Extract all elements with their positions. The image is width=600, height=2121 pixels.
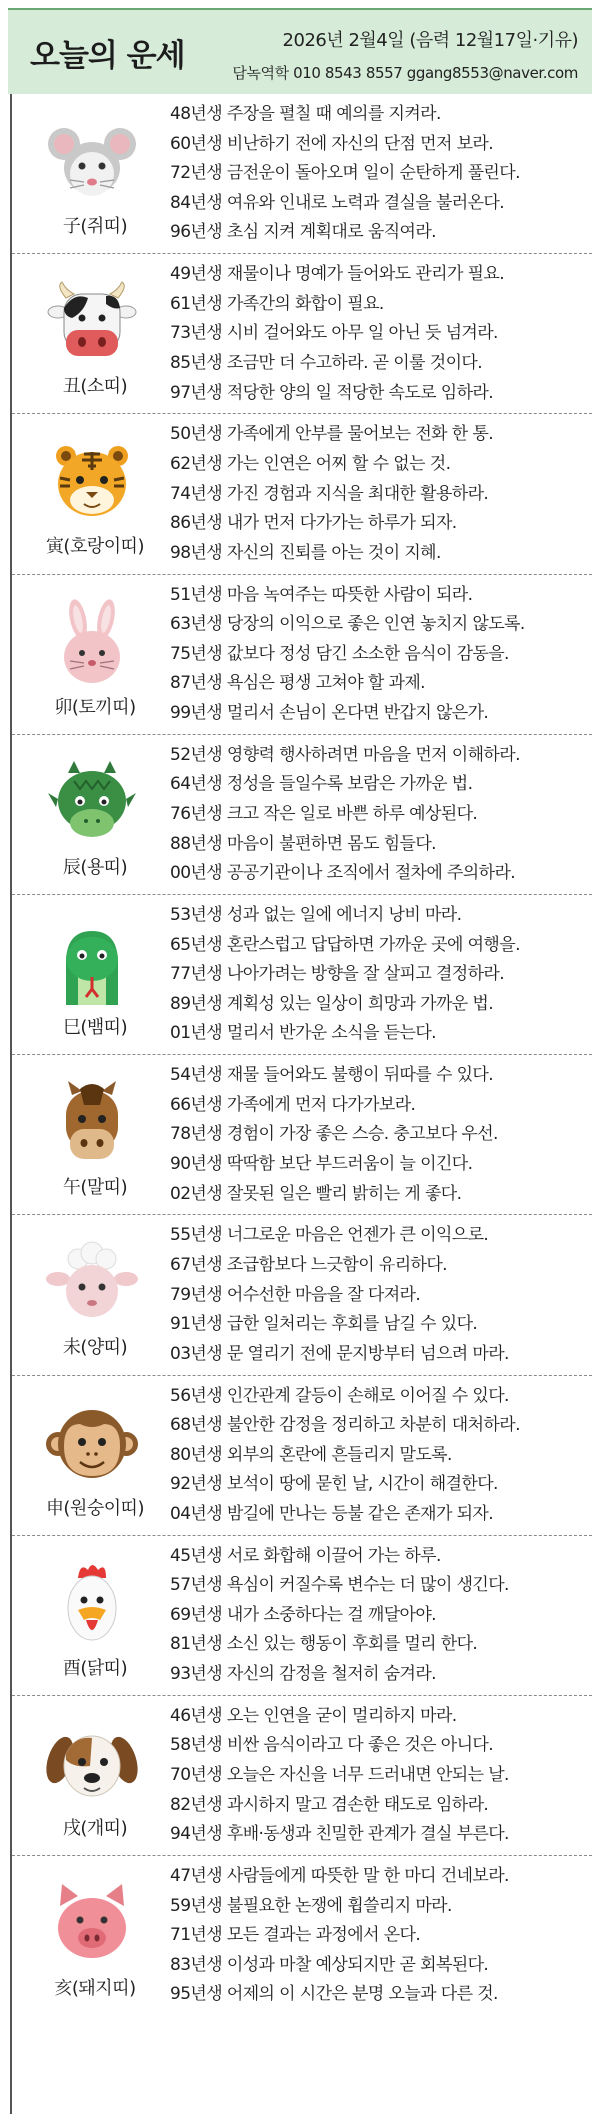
rat-icon bbox=[44, 118, 140, 206]
horse-icon bbox=[44, 1079, 140, 1167]
animal-label: 巳(뱀띠) bbox=[62, 1016, 128, 1038]
fortune-lines bbox=[170, 1221, 590, 1369]
header-contact: 담녹역학 010 8543 8557 ggang8553@naver.com bbox=[232, 64, 578, 82]
fortune-section-tiger bbox=[12, 414, 592, 574]
animal-label: 亥(돼지띠) bbox=[54, 1978, 136, 2000]
sheep-icon bbox=[44, 1239, 140, 1327]
fortune-line: 48년생 주장을 펼칠 때 예의를 지켜라. bbox=[170, 104, 441, 124]
fortune-line: 51년생 마음 녹여주는 따뜻한 사람이 되라. bbox=[170, 584, 473, 605]
fortune-line: 70년생 오늘은 자신을 너무 드러내면 안되는 날. bbox=[170, 1765, 509, 1786]
header-date: 2026년 2월4일 (음력 12월17일·기유) bbox=[282, 30, 578, 51]
fortune-line: 57년생 욕심이 커질수록 변수는 더 많이 생긴다. bbox=[170, 1575, 509, 1596]
fortune-line: 02년생 잘못된 일은 빨리 밝히는 게 좋다. bbox=[170, 1183, 462, 1204]
fortune-section-dragon bbox=[12, 735, 592, 895]
fortune-lines bbox=[170, 1382, 590, 1530]
animal-label: 酉(닭띠) bbox=[62, 1657, 128, 1679]
fortune-line: 82년생 과시하지 말고 겸손한 태도로 임하라. bbox=[170, 1794, 489, 1815]
animal-label: 子(쥐띠) bbox=[62, 216, 128, 237]
fortune-line: 59년생 불필요한 논쟁에 휩쓸리지 마라. bbox=[170, 1895, 452, 1916]
animal-label: 戌(개띠) bbox=[62, 1817, 128, 1839]
fortune-line: 84년생 여유와 인내로 노력과 결실을 불러온다. bbox=[170, 192, 505, 213]
fortune-line: 85년생 조금만 더 수고하라. 곧 이룰 것이다. bbox=[170, 352, 483, 373]
fortune-line: 73년생 시비 걸어와도 아무 일 아닌 듯 넘겨라. bbox=[170, 323, 498, 344]
fortune-line: 67년생 조급함보다 느긋함이 유리하다. bbox=[170, 1254, 447, 1275]
fortune-line: 46년생 오는 인연을 굳이 멀리하지 마라. bbox=[170, 1705, 457, 1726]
fortune-line: 93년생 자신의 감정을 철저히 숨겨라. bbox=[170, 1664, 436, 1685]
fortune-line: 79년생 어수선한 마음을 잘 다져라. bbox=[170, 1284, 421, 1305]
fortune-line: 53년생 성과 없는 일에 에너지 낭비 마라. bbox=[170, 904, 462, 925]
fortune-line: 03년생 문 열리기 전에 문지방부터 넘으려 마라. bbox=[170, 1343, 509, 1364]
fortune-line: 63년생 당장의 이익으로 좋은 인연 놓치지 않도록. bbox=[170, 614, 525, 635]
fortune-section-snake bbox=[12, 895, 592, 1055]
fortune-lines bbox=[170, 1061, 590, 1209]
dog-icon bbox=[44, 1720, 140, 1808]
fortune-line: 97년생 적당한 양의 일 적당한 속도로 임하라. bbox=[170, 382, 494, 403]
ox-icon bbox=[44, 278, 140, 366]
fortune-line: 95년생 어제의 이 시간은 분명 오늘과 다른 것. bbox=[170, 1984, 498, 2005]
fortune-section-sheep bbox=[12, 1215, 592, 1375]
fortune-line: 64년생 정성을 들일수록 보람은 가까운 법. bbox=[170, 774, 473, 795]
fortune-line: 98년생 자신의 진퇴를 아는 것이 지혜. bbox=[170, 542, 441, 563]
rooster-icon bbox=[44, 1560, 140, 1648]
fortune-line: 91년생 급한 일처리는 후회를 남길 수 있다. bbox=[170, 1314, 478, 1335]
fortune-line: 66년생 가족에게 먼저 다가가보라. bbox=[170, 1094, 416, 1115]
animal-label: 辰(용띠) bbox=[62, 856, 128, 878]
fortune-lines bbox=[170, 741, 590, 889]
animal-label: 丑(소띠) bbox=[62, 376, 128, 398]
fortune-line: 69년생 내가 소중하다는 걸 깨달아야. bbox=[170, 1604, 436, 1625]
fortune-line: 88년생 마음이 불편하면 몸도 힘들다. bbox=[170, 833, 436, 854]
fortune-line: 92년생 보석이 땅에 묻힌 날, 시간이 해결한다. bbox=[170, 1474, 498, 1495]
fortune-line: 83년생 이성과 마찰 예상되지만 곧 회복된다. bbox=[170, 1954, 489, 1975]
fortune-section-rat bbox=[12, 94, 592, 254]
fortune-line: 61년생 가족간의 화합이 필요. bbox=[170, 293, 384, 314]
fortune-line: 94년생 후배·동생과 친밀한 관계가 결실 부른다. bbox=[170, 1824, 509, 1845]
animal-label: 申(원숭이띠) bbox=[45, 1497, 145, 1519]
fortune-line: 78년생 경험이 가장 좋은 스승. 충고보다 우선. bbox=[170, 1124, 498, 1145]
animal-label: 寅(호랑이띠) bbox=[45, 536, 145, 558]
fortune-line: 89년생 계획성 있는 일상이 희망과 가까운 법. bbox=[170, 993, 494, 1014]
fortune-line: 49년생 재물이나 명예가 들어와도 관리가 필요. bbox=[170, 264, 505, 285]
fortune-lines bbox=[170, 1702, 590, 1850]
fortune-lines bbox=[170, 901, 590, 1049]
fortune-line: 50년생 가족에게 안부를 물어보는 전화 한 통. bbox=[170, 424, 494, 445]
fortune-line: 65년생 혼란스럽고 답답하면 가까운 곳에 여행을. bbox=[170, 934, 520, 955]
fortune-line: 99년생 멀리서 손님이 온다면 반갑지 않은가. bbox=[170, 702, 489, 723]
fortune-line: 90년생 딱딱함 보단 부드러움이 늘 이긴다. bbox=[170, 1153, 473, 1174]
fortune-line: 68년생 불안한 감정을 정리하고 차분히 대처하라. bbox=[170, 1415, 520, 1436]
fortune-line: 75년생 값보다 정성 담긴 소소한 음식이 감동을. bbox=[170, 643, 509, 664]
animal-label: 未(양띠) bbox=[62, 1337, 128, 1359]
animal-label: 午(말띠) bbox=[62, 1177, 128, 1199]
monkey-icon bbox=[44, 1400, 140, 1488]
fortune-line: 96년생 초심 지켜 계획대로 움직여라. bbox=[170, 222, 436, 243]
fortune-line: 87년생 욕심은 평생 고쳐야 할 과제. bbox=[170, 673, 425, 694]
rabbit-icon bbox=[44, 599, 140, 687]
fortune-lines bbox=[170, 260, 590, 408]
fortune-line: 76년생 크고 작은 일로 바쁜 하루 예상된다. bbox=[170, 803, 478, 824]
fortune-lines bbox=[170, 1542, 590, 1690]
fortune-line: 04년생 밤길에 만나는 등불 같은 존재가 되자. bbox=[170, 1503, 494, 1524]
fortune-line: 54년생 재물 들어와도 불행이 뒤따를 수 있다. bbox=[170, 1065, 494, 1086]
fortune-line: 72년생 금전운이 돌아오며 일이 순탄하게 풀린다. bbox=[170, 163, 520, 184]
fortune-section-horse bbox=[12, 1055, 592, 1215]
dragon-icon bbox=[44, 759, 140, 847]
fortune-line: 62년생 가는 인연은 어찌 할 수 없는 것. bbox=[170, 453, 451, 474]
fortune-line: 71년생 모든 결과는 과정에서 온다. bbox=[170, 1925, 421, 1946]
fortune-line: 58년생 비싼 음식이라고 다 좋은 것은 아니다. bbox=[170, 1735, 494, 1756]
header bbox=[8, 8, 592, 94]
fortune-lines bbox=[170, 100, 590, 248]
fortune-section-monkey bbox=[12, 1376, 592, 1536]
fortune-line: 47년생 사람들에게 따뜻한 말 한 마디 건네보라. bbox=[170, 1866, 509, 1887]
fortune-line: 01년생 멀리서 반가운 소식을 듣는다. bbox=[170, 1023, 436, 1044]
fortune-line: 56년생 인간관계 갈등이 손해로 이어질 수 있다. bbox=[170, 1385, 509, 1406]
fortune-line: 52년생 영향력 행사하려면 마음을 먼저 이해하라. bbox=[170, 744, 520, 765]
fortune-section-rooster bbox=[12, 1536, 592, 1696]
fortune-section-rabbit bbox=[12, 575, 592, 735]
page-title: 오늘의 운세 bbox=[30, 38, 185, 74]
fortune-line: 00년생 공공기관이나 조직에서 절차에 주의하라. bbox=[170, 863, 516, 884]
fortune-line: 80년생 외부의 혼란에 흔들리지 말도록. bbox=[170, 1444, 452, 1465]
animal-label: 卯(토끼띠) bbox=[54, 696, 136, 718]
fortune-line: 81년생 소신 있는 행동이 후회를 멀리 한다. bbox=[170, 1634, 478, 1655]
fortune-lines bbox=[170, 581, 590, 729]
fortune-line: 55년생 너그로운 마음은 언젠가 큰 이익으로. bbox=[170, 1225, 489, 1246]
tiger-icon bbox=[44, 438, 140, 526]
fortune-section-pig bbox=[12, 1856, 592, 2016]
snake-icon bbox=[44, 919, 140, 1007]
fortune-section-ox bbox=[12, 254, 592, 414]
fortune-list bbox=[12, 94, 592, 2016]
fortune-line: 74년생 가진 경험과 지식을 최대한 활용하라. bbox=[170, 483, 489, 504]
fortune-line: 60년생 비난하기 전에 자신의 단점 먼저 보라. bbox=[170, 133, 494, 154]
fortune-lines bbox=[170, 420, 590, 568]
fortune-section-dog bbox=[12, 1696, 592, 1856]
fortune-lines bbox=[170, 1862, 590, 2010]
fortune-line: 86년생 내가 먼저 다가가는 하루가 되자. bbox=[170, 513, 457, 534]
pig-icon bbox=[44, 1880, 140, 1968]
fortune-line: 77년생 나아가려는 방향을 잘 살피고 결정하라. bbox=[170, 964, 505, 985]
fortune-line: 45년생 서로 화합해 이끌어 가는 하루. bbox=[170, 1545, 441, 1566]
